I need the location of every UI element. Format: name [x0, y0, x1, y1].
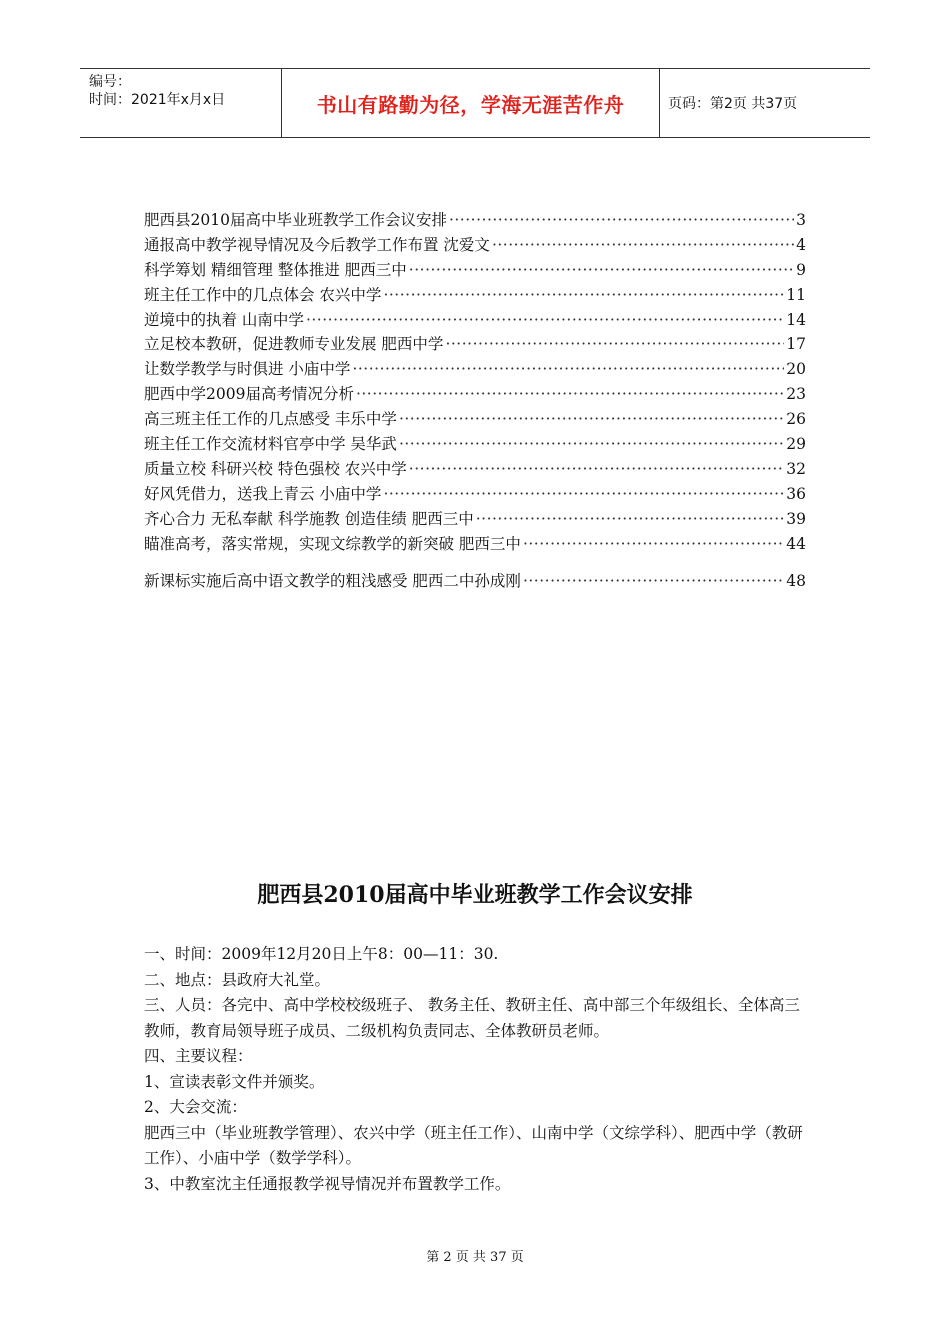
toc-entry-page: 39	[786, 509, 806, 528]
toc-entry[interactable]	[144, 482, 806, 507]
toc-entry-title: 让数学教学与时俱进 小庙中学	[144, 360, 351, 379]
toc-entry-title: 质量立校 科研兴校 特色强校 农兴中学	[144, 459, 407, 478]
date-label: 时间：2021年x月x日	[89, 92, 226, 108]
toc-entry[interactable]	[144, 332, 806, 357]
toc-entry-page: 11	[786, 285, 806, 304]
toc-entry-title: 通报高中教学视导情况及今后教学工作布置 沈爱文	[144, 235, 490, 254]
header-motto: 书山有路勤为径，学海无涯苦作舟	[282, 69, 660, 137]
toc-entry-page: 4	[796, 235, 806, 254]
toc-leader-dots	[523, 572, 784, 590]
toc-leader-dots	[476, 510, 785, 528]
toc-entry[interactable]	[144, 258, 806, 283]
toc-entry-title: 立足校本教研，促进教师专业发展 肥西中学	[144, 335, 444, 354]
toc-leader-dots	[383, 286, 784, 304]
toc-entry[interactable]	[144, 208, 806, 233]
toc-entry-title: 瞄准高考，落实常规，实现文综教学的新突破 肥西三中	[144, 534, 521, 553]
toc-leader-dots	[399, 435, 784, 453]
toc-entry-page: 36	[786, 484, 806, 503]
toc-entry-page: 26	[786, 410, 806, 429]
toc-entry-title: 好风凭借力，送我上青云 小庙中学	[144, 484, 382, 503]
toc-entry-page: 3	[796, 211, 806, 229]
number-label: 编号：	[89, 74, 131, 90]
toc-leader-dots	[383, 485, 784, 503]
toc-leader-dots	[409, 460, 784, 478]
paragraph: 一、时间：2009年12月20日上午8：00—11：30.	[144, 945, 499, 963]
header-meta	[80, 69, 282, 137]
paragraph: 肥西三中（毕业班教学管理）、农兴中学（班主任工作）、山南中学（文综学科）、肥西中学（教研工作）、小庙中学（数学学科）。	[144, 1123, 803, 1167]
page-footer: 第 2 页 共 37 页	[426, 1250, 524, 1265]
toc-entry[interactable]	[144, 569, 806, 594]
toc-entry-title: 肥西县2010届高中毕业班教学工作会议安排	[144, 211, 447, 229]
toc-entry[interactable]	[144, 457, 806, 482]
toc-entry-page: 20	[786, 360, 806, 379]
paragraph: 四、主要议程：	[144, 1047, 253, 1065]
toc-entry[interactable]	[144, 432, 806, 457]
toc-leader-dots	[492, 236, 794, 254]
toc-entry-title: 齐心合力 无私奉献 科学施教 创造佳绩 肥西三中	[144, 509, 474, 528]
toc-entry-title: 逆境中的执着 山南中学	[144, 310, 304, 329]
toc-entry-page: 44	[786, 534, 806, 553]
toc-entry[interactable]	[144, 507, 806, 532]
toc-entry-page: 29	[786, 435, 806, 454]
toc-entry-title: 高三班主任工作的几点感受 丰乐中学	[144, 410, 397, 429]
toc-leader-dots	[306, 311, 784, 329]
toc-entry-title: 肥西中学2009届高考情况分析	[144, 385, 354, 404]
toc-leader-dots	[399, 410, 784, 428]
toc-entry-page: 14	[786, 310, 806, 329]
toc-leader-dots	[409, 261, 794, 279]
toc-entry-page: 48	[786, 572, 806, 591]
paragraph: 三、人员：各完中、高中学校校级班子、 教务主任、教研主任、高中部三个年级组长、全体高三教师，教育局领导班子成员、二级机构负责同志、全体教研员老师。	[144, 996, 800, 1040]
toc-entry-title: 班主任工作中的几点体会 农兴中学	[144, 285, 382, 304]
document-body	[144, 942, 808, 1197]
toc-leader-dots	[449, 211, 794, 229]
table-of-contents	[144, 208, 806, 594]
toc-entry[interactable]	[144, 308, 806, 333]
paragraph: 2、大会交流：	[144, 1098, 247, 1116]
toc-leader-dots	[352, 360, 784, 378]
toc-entry-title: 新课标实施后高中语文教学的粗浅感受 肥西二中孙成刚	[144, 572, 521, 591]
toc-leader-dots	[445, 335, 784, 353]
toc-entry-page: 9	[796, 260, 806, 279]
toc-entry-page: 23	[786, 385, 806, 404]
header-page-label: 页码：第2页 共37页	[668, 96, 798, 112]
document-title: 肥西县2010届高中毕业班教学工作会议安排	[257, 882, 693, 908]
toc-entry[interactable]	[144, 283, 806, 308]
toc-entry[interactable]	[144, 382, 806, 407]
toc-entry-page: 32	[786, 459, 806, 478]
paragraph: 二、地点：县政府大礼堂。	[144, 970, 331, 989]
toc-entry[interactable]	[144, 532, 806, 557]
toc-entry-page: 17	[786, 335, 806, 354]
toc-entry-title: 科学筹划 精细管理 整体推进 肥西三中	[144, 260, 407, 279]
toc-entry[interactable]	[144, 407, 806, 432]
toc-entry[interactable]	[144, 233, 806, 258]
toc-leader-dots	[523, 535, 784, 553]
paragraph: 1、宣读表彰文件并颁奖。	[144, 1072, 325, 1091]
toc-leader-dots	[356, 385, 784, 403]
page-header	[80, 68, 870, 138]
toc-entry-title: 班主任工作交流材料官亭中学 吴华武	[144, 435, 397, 454]
toc-entry[interactable]	[144, 357, 806, 382]
paragraph: 3、中教室沈主任通报教学视导情况并布置教学工作。	[144, 1174, 511, 1193]
